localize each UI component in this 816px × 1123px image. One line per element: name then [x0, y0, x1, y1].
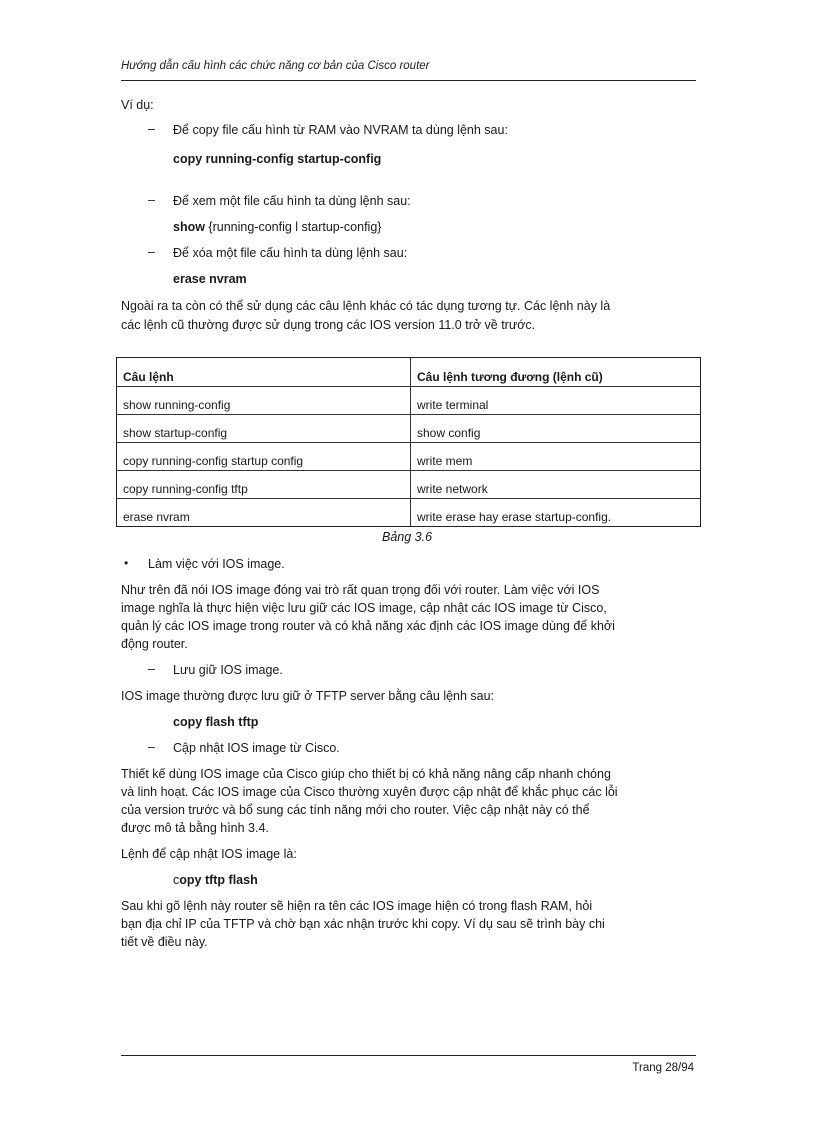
footer-rule	[121, 1055, 696, 1056]
ios-paragraph5-line: bạn địa chỉ IP của TFTP và chờ bạn xác nhận trước khi copy. Ví dụ sau sẽ trình bày chi	[121, 917, 605, 931]
table-row	[117, 443, 701, 471]
ios-paragraph1-line: image nghĩa là thực hiện việc lưu giữ các IOS image, cập nhật các IOS image từ Cisco,	[121, 601, 607, 615]
sub-heading-update: Cập nhật IOS image từ Cisco.	[173, 741, 340, 755]
dash-marker: –	[148, 122, 155, 136]
command-copy-tftp-flash	[173, 872, 258, 888]
header-rule	[121, 80, 696, 81]
ios-paragraph4: Lệnh để cập nhật IOS image là:	[121, 847, 297, 861]
item1-command: copy running-config startup-config	[173, 152, 382, 166]
page-header: Hướng dẫn cấu hình các chức năng cơ bản của Cisco router	[121, 60, 430, 72]
ios-paragraph3-line: Thiết kế dùng IOS image của Cisco giúp cho thiết bị có khả năng nâng cấp nhanh chóng	[121, 767, 611, 781]
item3-command: erase nvram	[173, 272, 247, 286]
item2-command-args: {running-config l startup-config}	[204, 220, 382, 234]
intro-paragraph-line2: các lệnh cũ thường được sử dụng trong các IOS version 11.0 trở về trước.	[121, 318, 536, 332]
ios-paragraph1-line: động router.	[121, 637, 188, 651]
ios-paragraph5-line: Sau khi gõ lệnh này router sẽ hiện ra tên các IOS image hiện có trong flash RAM, hỏi	[121, 899, 593, 913]
table-cell: write network	[411, 471, 701, 499]
table-cell: copy running-config startup config	[117, 443, 411, 471]
sub-heading-store: Lưu giữ IOS image.	[173, 663, 283, 677]
ios-bullet-text: Làm việc với IOS image.	[148, 557, 285, 571]
table-header-cell: Câu lệnh tương đương (lệnh cũ)	[417, 370, 603, 384]
item3-text: Để xóa một file cấu hình ta dùng lệnh sau:	[173, 246, 408, 260]
dash-marker: –	[148, 662, 155, 676]
ios-paragraph2: IOS image thường được lưu giữ ở TFTP server bằng câu lệnh sau:	[121, 689, 495, 703]
item2-command-keyword: show	[173, 220, 205, 234]
dash-marker: –	[148, 245, 155, 259]
command-rest: opy tftp flash	[179, 873, 258, 887]
table-cell: write erase hay erase startup-config.	[411, 499, 701, 527]
ios-paragraph1-line: Như trên đã nói IOS image đóng vai trò rất quan trọng đối với router. Làm việc với IOS	[121, 583, 600, 597]
table-cell: write mem	[411, 443, 701, 471]
intro-paragraph-line1: Ngoài ra ta còn có thể sử dụng các câu lệnh khác có tác dụng tương tự. Các lệnh này là	[121, 299, 611, 313]
ios-paragraph1-line: quản lý các IOS image trong router và có khả năng xác định các IOS image dùng để khởi	[121, 619, 615, 633]
table-header-cell: Câu lệnh	[117, 358, 411, 387]
table-cell: write terminal	[411, 387, 701, 415]
command-table	[116, 357, 701, 527]
table-cell: copy running-config tftp	[117, 471, 411, 499]
item2-command	[173, 219, 381, 235]
dash-marker: –	[148, 740, 155, 754]
table-header-row	[117, 358, 701, 387]
command-copy-flash-tftp: copy flash tftp	[173, 715, 259, 729]
table-cell: show startup-config	[117, 415, 411, 443]
page-number: Trang 28/94	[632, 1062, 694, 1074]
table-row	[117, 415, 701, 443]
table-row	[117, 387, 701, 415]
ios-paragraph3-line: và linh hoạt. Các IOS image của Cisco thường xuyên được cập nhật để khắc phục các lỗi	[121, 785, 618, 799]
item1-text: Để copy file cấu hình từ RAM vào NVRAM ta dùng lệnh sau:	[173, 123, 508, 137]
command-first-letter: c	[173, 873, 180, 887]
table-cell: show running-config	[117, 387, 411, 415]
table-row	[117, 471, 701, 499]
table-row	[117, 499, 701, 527]
table-caption: Bảng 3.6	[382, 530, 433, 544]
ios-paragraph3-line: của version trước và bổ sung các tính năng mới cho router. Việc cập nhật này có thể	[121, 803, 590, 817]
example-label: Ví dụ:	[121, 98, 154, 112]
item2-text: Để xem một file cấu hình ta dùng lệnh sau:	[173, 194, 411, 208]
dash-marker: –	[148, 193, 155, 207]
table-cell: show config	[411, 415, 701, 443]
table-cell: erase nvram	[117, 499, 411, 527]
ios-paragraph5-line: tiết về điều này.	[121, 935, 208, 949]
bullet-icon: •	[124, 556, 129, 570]
ios-paragraph3-line: được mô tả bằng hình 3.4.	[121, 821, 269, 835]
